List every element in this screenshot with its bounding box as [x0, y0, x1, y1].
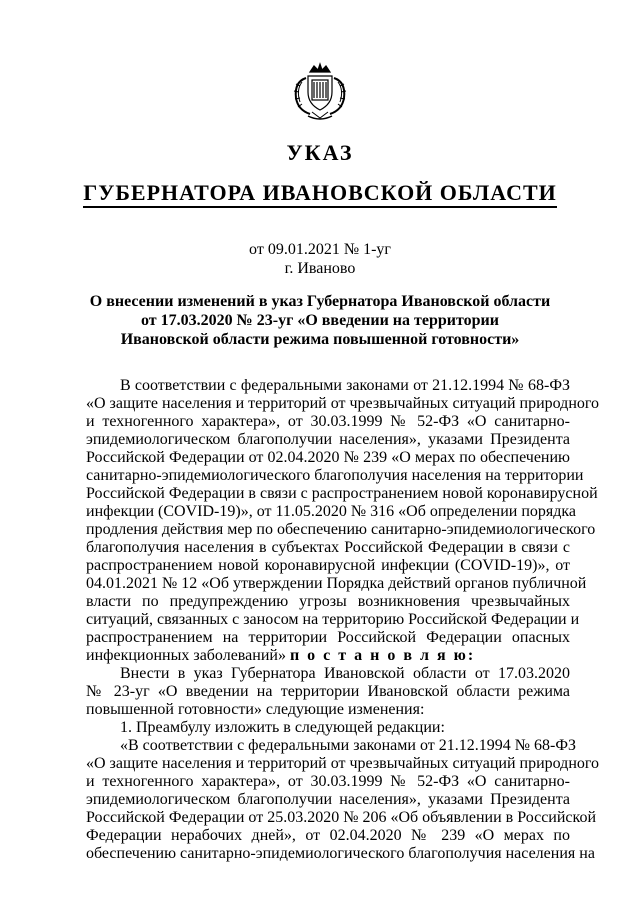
body-line: распространением на территории Российской Федерации опасных [86, 629, 570, 646]
body-line: власти по предупреждению угрозы возникновения чрезвычайных [86, 593, 570, 610]
body-line: повышенной готовности» следующие изменения: [86, 701, 425, 718]
body-line: Российской Федерации от 02.04.2020 № 239 «О мерах по обеспечению [86, 449, 570, 466]
coat-of-arms-emblem [288, 62, 352, 124]
body-line: ситуаций, связанных с заносом на территорию Российской Федерации и [86, 611, 580, 628]
resolve-keyword-colon: : [467, 647, 476, 664]
body-line: № 23-уг «О введении на территории Ивановской области режима [86, 683, 570, 700]
body-line: «В соответствии с федеральными законами от 21.12.1994 № 68-ФЗ [120, 737, 576, 754]
issuer-heading-text: ГУБЕРНАТОРА ИВАНОВСКОЙ ОБЛАСТИ [83, 180, 557, 208]
body-line: В соответствии с федеральными законами от 21.12.1994 № 68-ФЗ [120, 377, 570, 394]
body-line: Федерации нерабочих дней», от 02.04.2020 № 239 «О мерах по [86, 827, 570, 844]
place-line: г. Иваново [284, 260, 356, 277]
body-line: продления действия мер по обеспечению санитарно-эпидемиологического [86, 521, 596, 538]
body-line: 1. Преамбулу изложить в следующей редакции: [120, 719, 445, 736]
document-title-line-3: Ивановской области режима повышенной готовности» [120, 331, 520, 348]
resolve-keyword: п о с т а н о в л я ю [289, 647, 468, 664]
document-type-heading: УКАЗ [286, 140, 354, 165]
issuer-heading [0, 180, 640, 206]
body-line: Российской Федерации в связи с распространением новой коронавирусной [86, 485, 598, 502]
body-line: эпидемиологическом благополучии населения», указами Президента [86, 431, 570, 448]
body-line: и техногенного характера», от 30.03.1999 № 52-ФЗ «О санитарно- [86, 413, 570, 430]
date-number-line: от 09.01.2021 № 1-уг [249, 241, 391, 258]
body-line: эпидемиологическом благополучии населения», указами Президента [86, 791, 570, 808]
body-line: обеспечению санитарно-эпидемиологического благополучия населения на [86, 845, 595, 862]
body-line: и техногенного характера», от 30.03.1999 № 52-ФЗ «О санитарно- [86, 773, 570, 790]
body-line: 04.01.2021 № 12 «Об утверждении Порядка действий органов публичной [86, 575, 587, 592]
body-line: Внести в указ Губернатора Ивановской области от 17.03.2020 [120, 665, 570, 682]
body-line: Российской Федерации от 25.03.2020 № 206 «Об объявлении в Российской [86, 809, 597, 826]
body-line: распространением новой коронавирусной инфекции (COVID-19)», от [86, 557, 570, 574]
body-line: инфекции (COVID-19)», от 11.05.2020 № 316 «Об определении порядка [86, 503, 577, 520]
document-title-line-1: О внесении изменений в указ Губернатора Ивановской области [89, 293, 551, 310]
document-title-line-2: от 17.03.2020 № 23-уг «О введении на территории [141, 312, 499, 329]
body-line-text: инфекционных заболеваний» [86, 647, 286, 664]
body-line: «О защите населения и территорий от чрезвычайных ситуаций природного [86, 395, 600, 412]
body-line: благополучия населения в субъектах Российской Федерации в связи с [86, 539, 570, 556]
body-line-resolution [86, 647, 570, 665]
body-line: санитарно-эпидемиологического благополучия населения на территории [86, 467, 584, 484]
body-line: «О защите населения и территорий от чрезвычайных ситуаций природного [86, 755, 600, 772]
